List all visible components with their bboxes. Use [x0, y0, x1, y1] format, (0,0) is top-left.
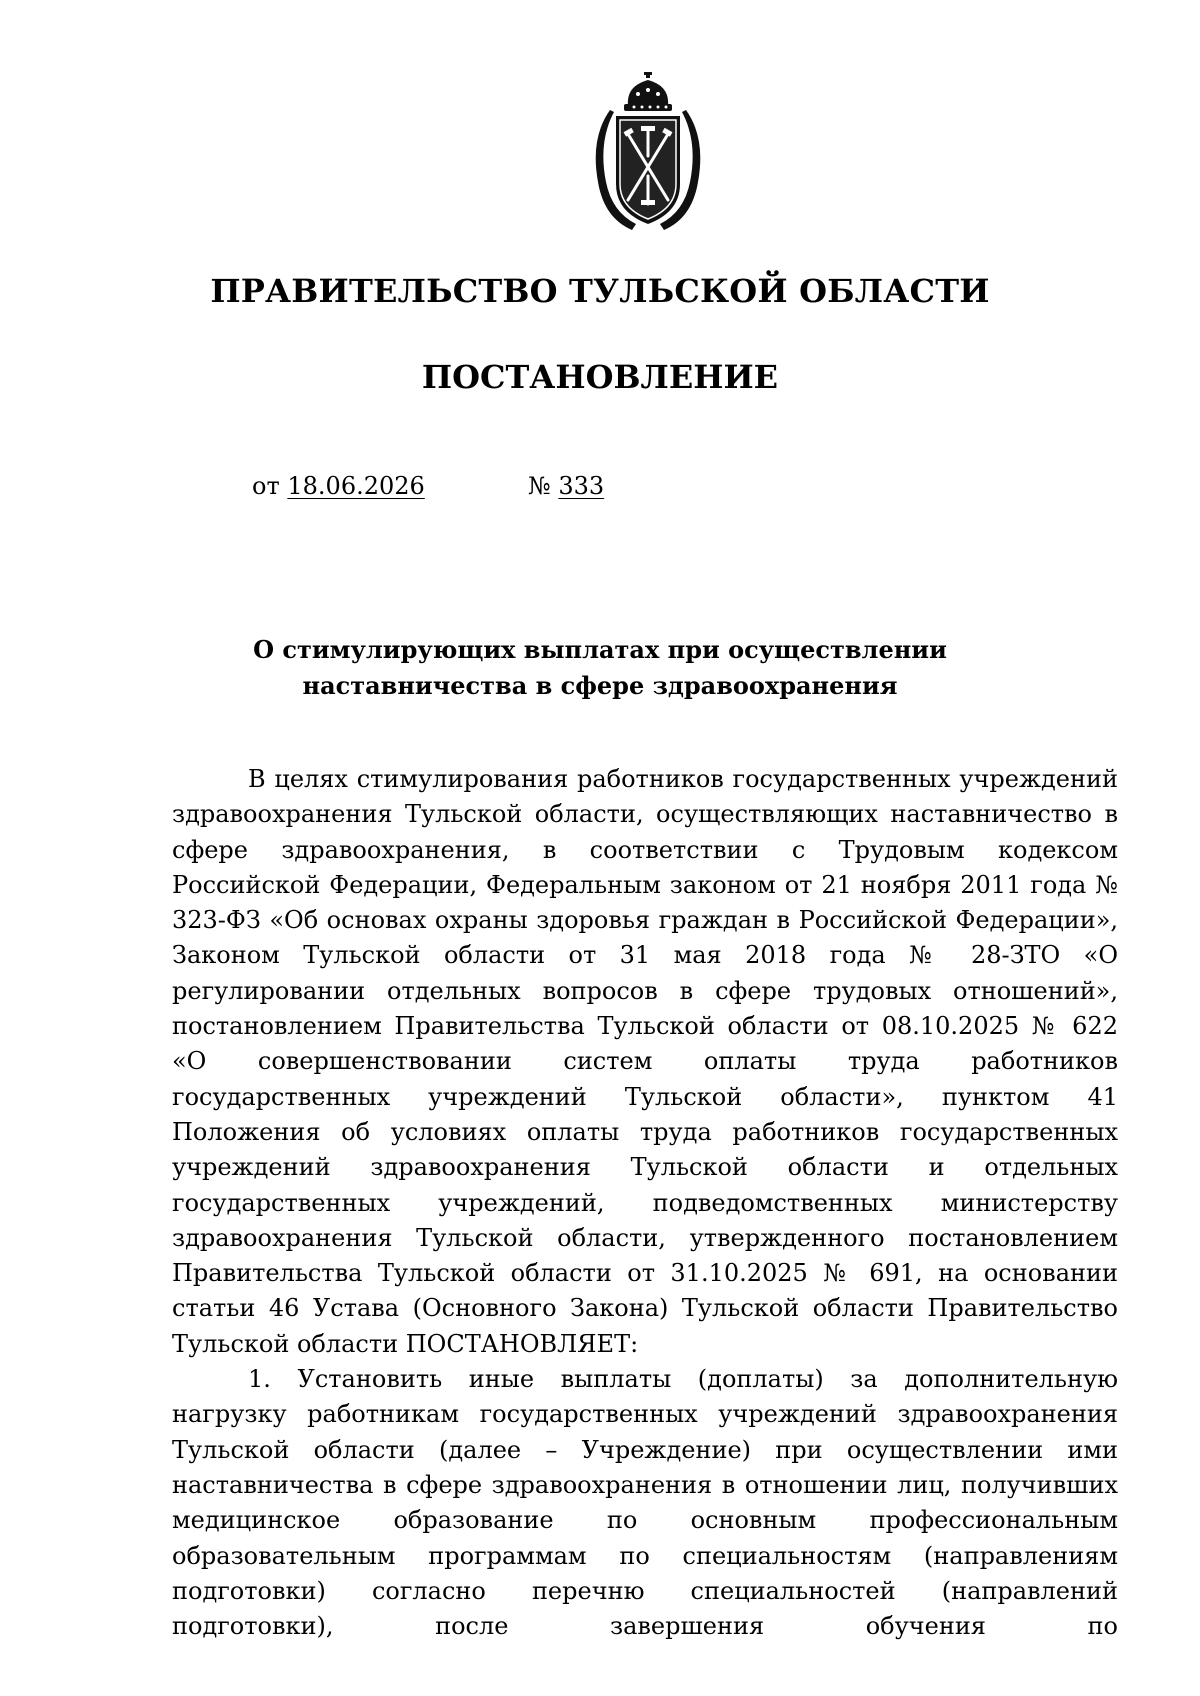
document-date — [252, 472, 425, 500]
number-value: 333 — [558, 472, 605, 500]
document-body — [172, 762, 1118, 1644]
item-1-paragraph: 1. Установить иные выплаты (доплаты) за дополнительную нагрузку работникам государственных учреждений здравоохранения Тульской области (далее – Учреждение) при осуществлении ими наставничества в сфере здравоохранения в отношении лиц, получивших медицинское образование по основным профессиональным образовательным программам по специальностям (направлениям подготовки) согласно перечню специальностей (направлений подготовки), после завершения обучения по — [172, 1365, 1118, 1641]
document-subject — [0, 632, 1200, 704]
document-number — [528, 472, 604, 500]
subject-line-2: наставничества в сфере здравоохранения — [302, 671, 898, 700]
subject-line-1: О стимулирующих выплатах при осуществлении — [253, 635, 947, 664]
date-prefix: от — [252, 472, 280, 500]
date-value: 18.06.2026 — [287, 472, 425, 500]
document-type-title: ПОСТАНОВЛЕНИЕ — [421, 358, 779, 396]
number-prefix: № — [528, 472, 551, 500]
preamble-paragraph: В целях стимулирования работников государственных учреждений здравоохранения Тульской области, осуществляющих наставничество в сфере здравоохранения, в соответствии с Трудовым кодексом Российской Федерации, Федеральным законом от 21 ноября 2011 года № 323-ФЗ «Об основах охраны здоровья граждан в Российской Федерации», Законом Тульской области от 31 мая 2018 года № 28-ЗТО «О регулировании отдельных вопросов в сфере трудовых отношений», постановлением Правительства Тульской области от 08.10.2025 № 622 «О совершенствовании систем оплаты труда работников государственных учреждений Тульской области», пунктом 41 Положения об условиях оплаты труда работников государственных учреждений здравоохранения Тульской области и отдельных государственных учреждений, подведомственных министерству здравоохранения Тульской области, утвержденного постановлением Правительства Тульской области от 31.10.2025 № 691, на основании статьи 46 Устава (Основного Закона) Тульской области Правительство Тульской области ПОСТАНОВЛЯЕТ: — [172, 765, 1118, 1358]
organization-title: ПРАВИТЕЛЬСТВО ТУЛЬСКОЙ ОБЛАСТИ — [210, 272, 990, 310]
coat-of-arms-icon — [592, 72, 704, 234]
